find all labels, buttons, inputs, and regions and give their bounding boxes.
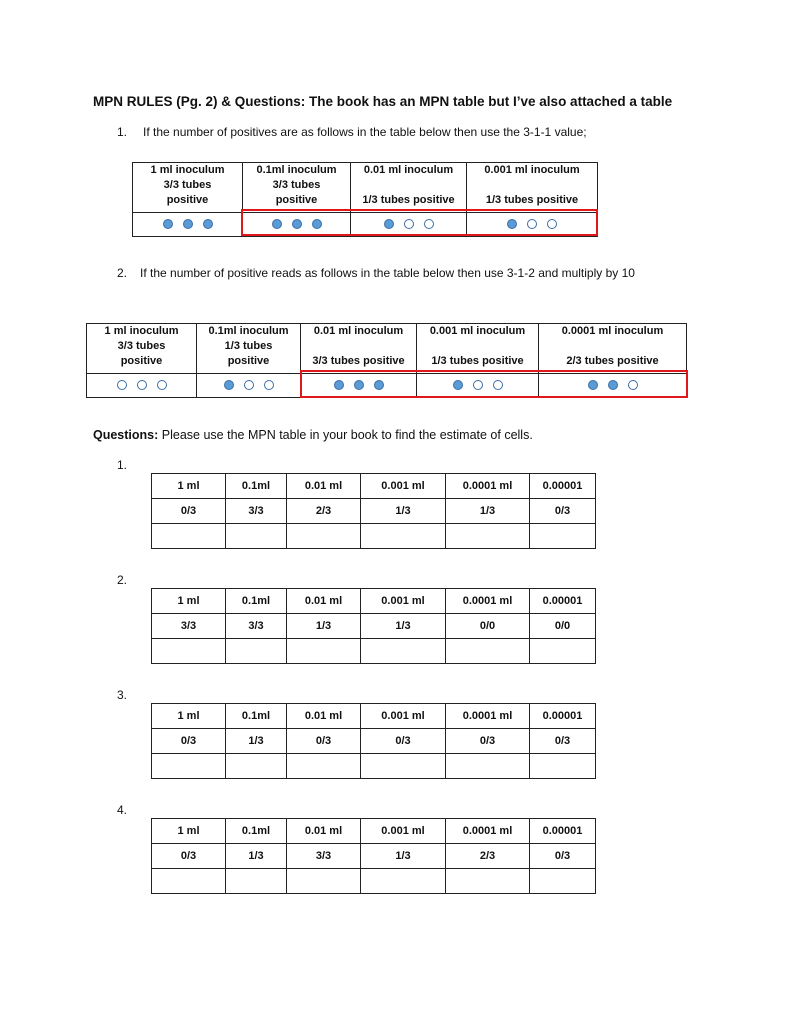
rule-1-header-line: 0.1ml inoculum [256, 164, 337, 176]
page-title: MPN RULES (Pg. 2) & Questions: The book has an MPN table but I’ve also attached a table [93, 94, 673, 109]
question-value-cell: 3/3 [226, 614, 287, 639]
question-header-cell: 0.001 ml [361, 474, 446, 499]
question-value-cell: 0/3 [152, 499, 226, 524]
rule-2-header-line: 0.001 ml inoculum [429, 325, 526, 337]
question-header-cell: 0.001 ml [361, 704, 446, 729]
question-header-cell: 1 ml [152, 819, 226, 844]
question-header-row [152, 704, 596, 729]
question-header-cell: 0.1ml [226, 704, 287, 729]
question-value-cell: 0/3 [287, 729, 361, 754]
question-header-cell: 0.0001 ml [446, 589, 530, 614]
question-header-cell: 0.1ml [226, 474, 287, 499]
answer-cell[interactable] [226, 869, 287, 894]
negative-tube-dot [157, 380, 167, 390]
rule-2-header-cell [417, 324, 539, 374]
answer-cell[interactable] [287, 639, 361, 664]
rule-2-header-line: 0.01 ml inoculum [313, 325, 404, 337]
answer-cell[interactable] [446, 869, 530, 894]
question-value-cell: 3/3 [152, 614, 226, 639]
rule-1-dots-cell [133, 213, 243, 237]
question-header-cell: 0.0001 ml [446, 704, 530, 729]
answer-cell[interactable] [361, 754, 446, 779]
rule-2-header-line [301, 339, 416, 354]
rule-2-header-line: positive [227, 355, 270, 367]
question-header-cell: 0.001 ml [361, 589, 446, 614]
rule-2-dots-cell [197, 374, 301, 398]
rule-1-header-line: 3/3 tubes [272, 179, 321, 191]
questions-heading-bold: Questions: [93, 428, 159, 442]
question-header-cell: 0.001 ml [361, 819, 446, 844]
question-header-cell: 0.01 ml [287, 474, 361, 499]
question-header-cell: 0.01 ml [287, 589, 361, 614]
rule-1-header-cell [467, 163, 598, 213]
rule-2-header-line [539, 339, 686, 354]
rule-2-highlight-box [300, 370, 688, 398]
positive-tube-dot [224, 380, 234, 390]
rule-2-header-line: 2/3 tubes positive [566, 355, 659, 367]
question-2-number: 2. [117, 573, 128, 587]
rule-2-header-line: 0.0001 ml inoculum [561, 325, 664, 337]
rule-2-header-line: 1/3 tubes positive [431, 355, 524, 367]
question-value-cell: 0/0 [446, 614, 530, 639]
answer-cell[interactable] [361, 639, 446, 664]
rule-1-text: If the number of positives are as follows in the table below then use the 3-1-1 value; [143, 125, 587, 139]
answer-cell[interactable] [226, 639, 287, 664]
questions-heading [93, 428, 533, 442]
question-value-cell: 0/3 [446, 729, 530, 754]
answer-cell[interactable] [530, 754, 596, 779]
question-value-cell: 1/3 [226, 844, 287, 869]
question-value-cell: 1/3 [226, 729, 287, 754]
question-value-cell: 0/3 [361, 729, 446, 754]
answer-cell[interactable] [152, 524, 226, 549]
answer-row [152, 754, 596, 779]
answer-cell[interactable] [361, 869, 446, 894]
answer-cell[interactable] [287, 754, 361, 779]
question-value-cell: 1/3 [361, 499, 446, 524]
rule-1-header-line [467, 178, 597, 193]
question-values-row [152, 844, 596, 869]
rule-2-header-cell [87, 324, 197, 374]
question-2-table [151, 588, 596, 664]
question-header-cell: 1 ml [152, 704, 226, 729]
question-header-cell: 0.00001 [530, 474, 596, 499]
answer-cell[interactable] [530, 524, 596, 549]
question-value-cell: 0/3 [530, 844, 596, 869]
rule-2-header-line [417, 339, 538, 354]
question-value-cell: 0/0 [530, 614, 596, 639]
rule-2-header-cell [301, 324, 417, 374]
question-header-cell: 0.01 ml [287, 704, 361, 729]
question-values-row [152, 614, 596, 639]
question-header-row [152, 589, 596, 614]
rule-2-header-line: 1/3 tubes [224, 340, 273, 352]
question-value-cell: 0/3 [530, 499, 596, 524]
rule-1-header-cell [243, 163, 351, 213]
question-header-cell: 0.01 ml [287, 819, 361, 844]
question-value-cell: 3/3 [226, 499, 287, 524]
negative-tube-dot [117, 380, 127, 390]
answer-row [152, 869, 596, 894]
rule-1-header-line [351, 178, 466, 193]
answer-cell[interactable] [152, 639, 226, 664]
positive-tube-dot [163, 219, 173, 229]
question-header-cell: 1 ml [152, 474, 226, 499]
rule-2-header-cell [197, 324, 301, 374]
answer-cell[interactable] [530, 639, 596, 664]
question-header-cell: 0.1ml [226, 589, 287, 614]
questions-heading-text: Please use the MPN table in your book to find the estimate of cells. [158, 428, 533, 442]
rule-1-highlight-box [241, 209, 598, 236]
rule-1-number: 1. [117, 125, 128, 139]
question-header-cell: 0.00001 [530, 819, 596, 844]
question-1-number: 1. [117, 458, 128, 472]
question-3-table [151, 703, 596, 779]
question-value-cell: 3/3 [287, 844, 361, 869]
rule-1-header-line: 0.01 ml inoculum [363, 164, 454, 176]
rule-1-header-cell [133, 163, 243, 213]
question-header-cell: 0.00001 [530, 704, 596, 729]
question-value-cell: 2/3 [446, 844, 530, 869]
positive-tube-dot [183, 219, 193, 229]
question-4-number: 4. [117, 803, 128, 817]
negative-tube-dot [264, 380, 274, 390]
rule-1-header-line: 1/3 tubes positive [362, 194, 455, 206]
question-header-cell: 0.0001 ml [446, 819, 530, 844]
answer-cell[interactable] [226, 524, 287, 549]
question-value-cell: 1/3 [446, 499, 530, 524]
question-3-number: 3. [117, 688, 128, 702]
question-header-row [152, 819, 596, 844]
question-value-cell: 0/3 [530, 729, 596, 754]
rule-1-header-line: positive [275, 194, 318, 206]
negative-tube-dot [137, 380, 147, 390]
negative-tube-dot [244, 380, 254, 390]
rule-1-header-line: 3/3 tubes [163, 179, 212, 191]
rule-2-header-line: positive [120, 355, 163, 367]
rule-1-header-line: 0.001 ml inoculum [484, 164, 580, 176]
rule-2-header-cell [539, 324, 687, 374]
question-value-cell: 1/3 [361, 614, 446, 639]
question-value-cell: 0/3 [152, 729, 226, 754]
answer-cell[interactable] [446, 754, 530, 779]
rule-2-header-line: 3/3 tubes [117, 340, 166, 352]
rule-1-header-line: positive [166, 194, 209, 206]
question-4-table [151, 818, 596, 894]
question-1-table [151, 473, 596, 549]
question-value-cell: 1/3 [287, 614, 361, 639]
rule-2-header-line: 1 ml inoculum [104, 325, 179, 337]
answer-cell[interactable] [361, 524, 446, 549]
question-values-row [152, 729, 596, 754]
answer-cell[interactable] [446, 524, 530, 549]
answer-row [152, 524, 596, 549]
question-value-cell: 2/3 [287, 499, 361, 524]
question-header-cell: 0.00001 [530, 589, 596, 614]
answer-cell[interactable] [152, 869, 226, 894]
question-header-cell: 1 ml [152, 589, 226, 614]
rule-2-number: 2. [117, 266, 128, 280]
answer-cell[interactable] [446, 639, 530, 664]
rule-1-header-line: 1 ml inoculum [150, 164, 225, 176]
question-values-row [152, 499, 596, 524]
question-value-cell: 0/3 [152, 844, 226, 869]
answer-cell[interactable] [226, 754, 287, 779]
answer-cell[interactable] [287, 869, 361, 894]
rule-2-header-line: 3/3 tubes positive [312, 355, 405, 367]
rule-2-dots-cell [87, 374, 197, 398]
answer-cell[interactable] [287, 524, 361, 549]
question-header-row [152, 474, 596, 499]
answer-cell[interactable] [530, 869, 596, 894]
question-header-cell: 0.0001 ml [446, 474, 530, 499]
positive-tube-dot [203, 219, 213, 229]
rule-2-header-line: 0.1ml inoculum [208, 325, 289, 337]
answer-cell[interactable] [152, 754, 226, 779]
answer-row [152, 639, 596, 664]
question-value-cell: 1/3 [361, 844, 446, 869]
rule-1-header-cell [351, 163, 467, 213]
rule-2-text: If the number of positive reads as follows in the table below then use 3-1-2 and multiply by 10 [140, 266, 635, 280]
question-header-cell: 0.1ml [226, 819, 287, 844]
rule-1-header-line: 1/3 tubes positive [485, 194, 579, 206]
